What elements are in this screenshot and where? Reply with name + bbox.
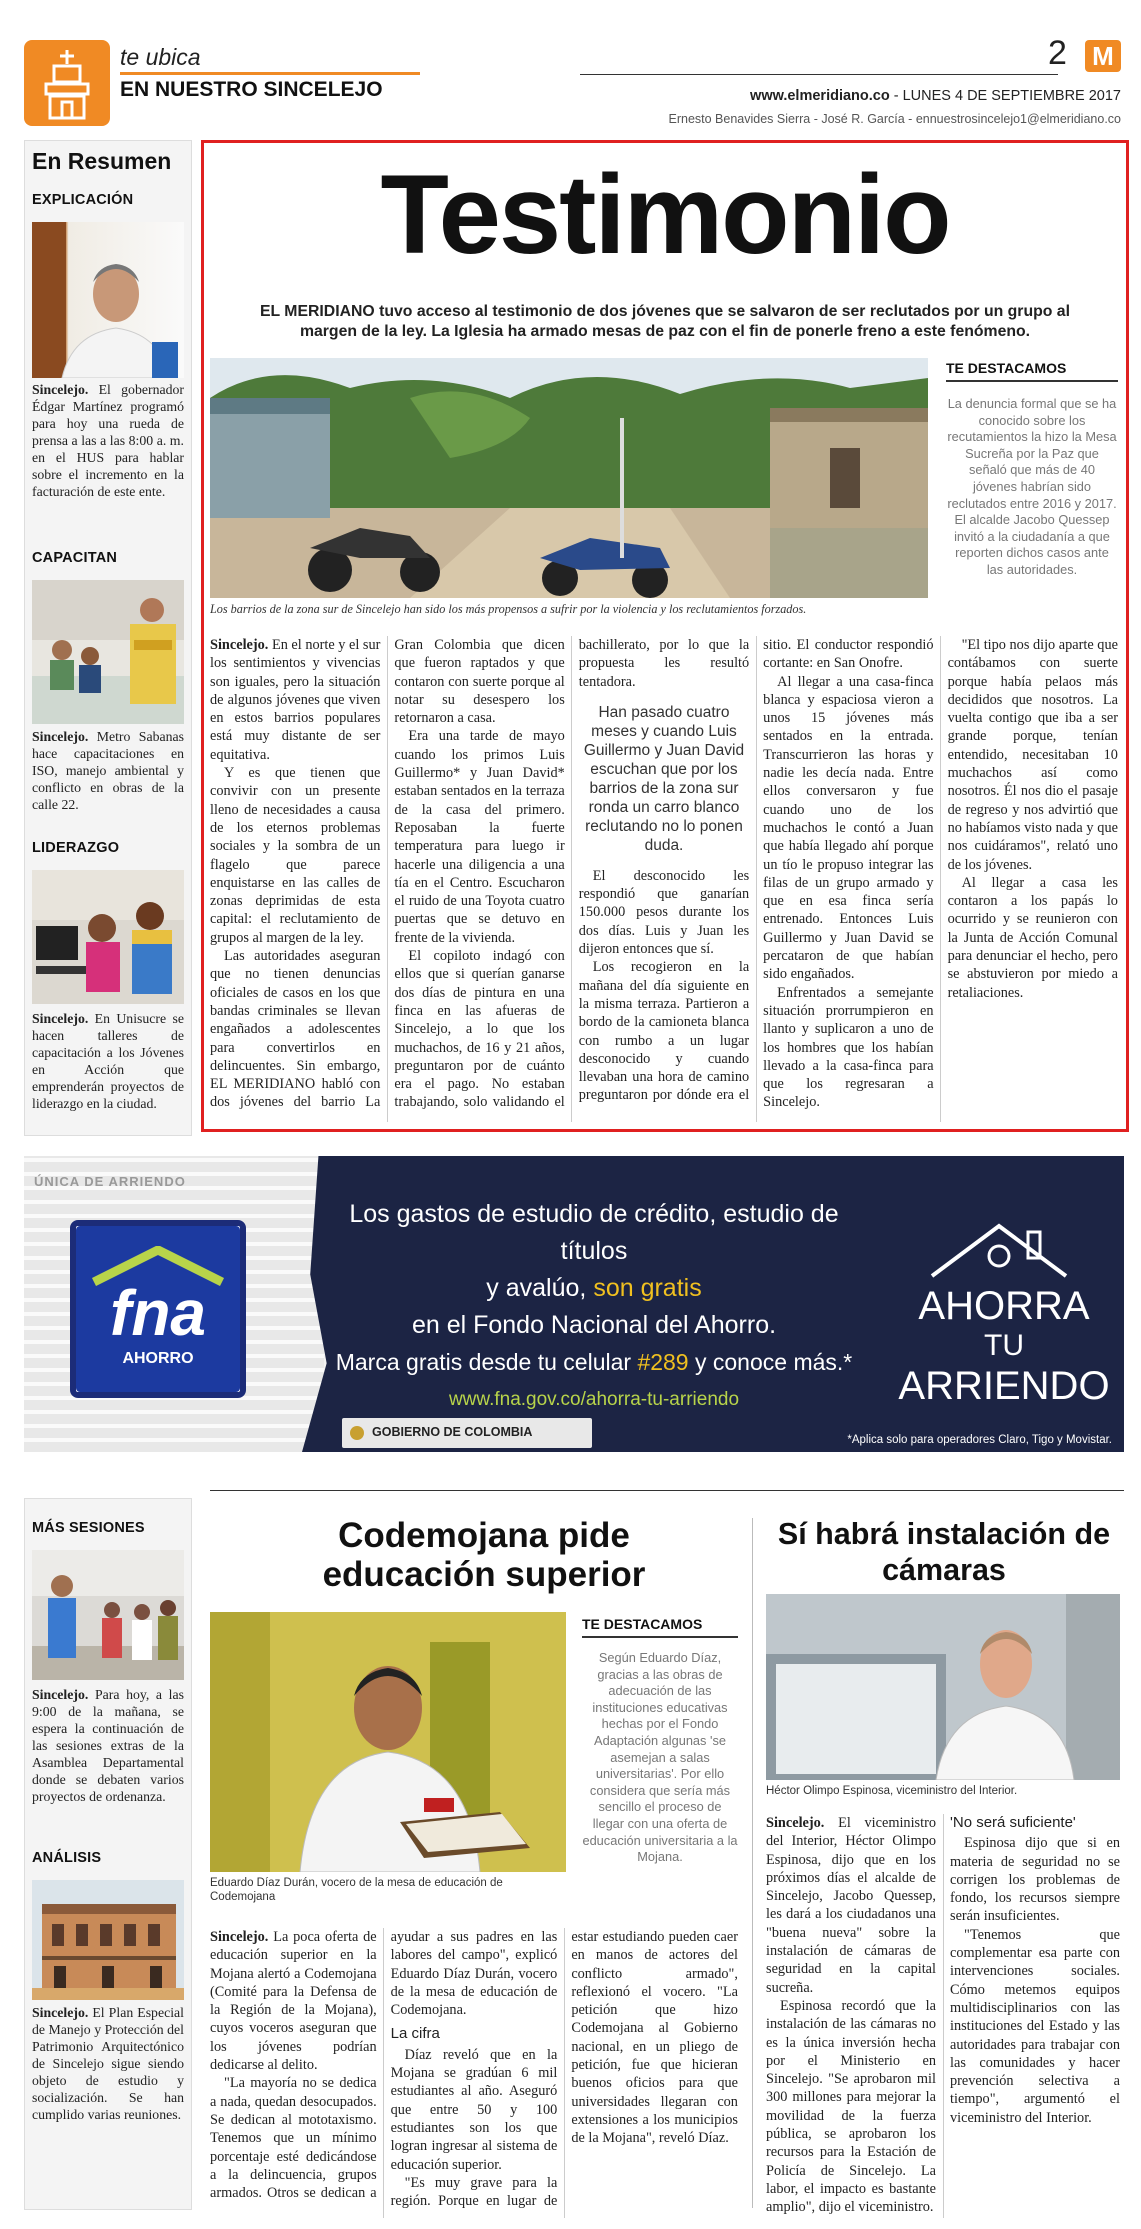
sidebar-label: ANÁLISIS xyxy=(32,1850,102,1866)
main-story-body: Sincelejo. En el norte y el sur los sentimientos y vivencias son iguales, pero la situación de algunos jóvenes que viven en estos barrios populares está muy distante de ser equitativa. Y es que tienen que convivir con un presente lleno de necesidades a causa de los eternos problemas sociales y la sombra de un flagelo que parece enquistarse en las calles de zonas deprimidas de esta capital: el reclutamiento de grupos al margen de la ley. Las autoridades aseguran que no tienen denuncias oficiales de casos en los que bandas criminales se llevan engañados a adolescentes para convertirlos en delincuentes. Sin embargo, EL MERIDIANO habló con dos jóvenes del barrio La Gran Colombia que dicen que fueron raptados y que contaron con suerte porque al notar su desespero los retornaron a casa. Era una tarde de mayo cuando los primos Luis Guillermo* y Juan David* estaban sentados en la terraza de la casa del primero. Reposaban la fuerte temperatura para luego ir hacerle una diligencia a una tía en el Centro. Escucharon el ruido de una Toyota cuatro puertas que se detuvo en frente de la vivienda. El copiloto indagó con ellos que si querían ganarse dos días de pintura en una finca en las afueras de Sincelejo, a lo que los muchachos, de 16 y 21 años, preguntaron por de cuánto era el pago. No estaban trabajando, solo validando el bachillerato, por lo que la propuesta les resultó tentadora. Han pasado cuatro meses y cuando Luis Guillermo y Juan David escuchan que por los barrios de la zona sur ronda un carro blanco reclutando no lo ponen duda. El desconocido les respondió que ganarían 150.000 pesos durante los dos días. Luis y Juan les dijeron entonces que sí. Los recogieron en la mañana del día siguiente en la misma terraza. Partieron a bordo de la camioneta blanca con rumbo a un lugar desconocido y cuando llevaban una hora de camino preguntaron por dónde era el sitio. El conductor respondió cortante: en San Onofre. Al llegar a una casa-finca blanca y espaciosa vieron a unos 15 jóvenes más sentados en la entrada. Transcurrieron las horas y nadie les decía nada. Entre ellos conversaron y fue cuando uno de los muchachos le contó a Juan que había llegado ahí porque un tío le propuso integrar las filas de un grupo armado y que en esa finca sería entrenado. Entonces Luis Guillermo y Juan David se percataron de que habían sido engañados. Enfrentados a semejante situación prorrumpieron en llanto y suplicaron a uno de los hombres que los habían llevado a la casa-finca para que los regresaran a Sincelejo. "El tipo nos dijo aparte que contábamos con suerte porque había pelaos más decididos que nosotros. La vuelta contigo que iba a ser grande porque, tenían entendido, necesitaban 10 muchachos así como nosotros. Él nos dio el pasaje de regreso y nos advirtió que no habíamos visto nada y que nos cuidáramos", relató uno de los jóvenes. Al llegar a casa les contaron a los papás lo ocurrido y se reunieron con la Junta de Acción Comunal para denunciar el hecho, pero se abstuvieron por miedo a retaliaciones. xyxy=(210,637,1118,1111)
column-divider xyxy=(752,1518,753,2208)
story3-subhead: 'No será suficiente' xyxy=(950,1814,1076,1831)
sidebar-text: Sincelejo. Metro Sabanas hace capacitaciones en ISO, manejo ambiental y conflicto en obras de la calle 22. xyxy=(32,729,184,812)
sidebar-label: LIDERAZGO xyxy=(32,840,120,856)
section-title: EN NUESTRO SINCELEJO xyxy=(120,78,383,101)
newspaper-logo: M xyxy=(1085,40,1121,72)
header-authors: Ernesto Benavides Sierra - José R. García - ennuestrosincelejo1@elmeridiano.co xyxy=(668,112,1121,126)
site-url[interactable]: www.elmeridiano.co xyxy=(750,88,890,104)
sidebar-photo-youth xyxy=(32,870,184,1004)
story2-photo-speaker xyxy=(210,1612,566,1872)
story2-subhead: La cifra xyxy=(390,2025,440,2043)
gov-label: GOBIERNO DE COLOMBIA xyxy=(372,1425,533,1439)
story2-caption: Eduardo Díaz Durán, vocero de la mesa de educación de Codemojana xyxy=(210,1877,503,1903)
sidebar-photo-assembly xyxy=(32,1550,184,1680)
brand-fna: fna xyxy=(110,1277,206,1349)
section-logo xyxy=(24,40,110,126)
destacamos-title: TE DESTACAMOS xyxy=(582,1616,738,1638)
church-icon xyxy=(24,40,110,126)
sidebar-label: EXPLICACIÓN xyxy=(32,192,134,208)
sidebar-photo-governor xyxy=(32,222,184,378)
story2-body: Sincelejo. La poca oferta de educación superior en la Mojana alertó a Codemojana (Comité para la Defensa de la Región de la Mojana), cuyos voceros aseguran que los jóvenes podrían dedicarse al delito. "La mayoría no se dedica a nada, quedan desocupados. Se dedican al mototaxismo. Tenemos que un mínimo porcentaje esté dedicándose a la delincuencia, grupos armados. Otros se dedican a ayudar a sus padres en las labores del campo", explicó Eduardo Díaz Durán, vocero de la mesa de educación de Codemojana. La cifra Díaz reveló que en la Mojana se gradúan 6 mil estudiantes al año. Aseguró que entre 50 y 100 estudiantes son los que logran ingresar al sistema de educación superior. "Es muy grave para la región. Porque en lugar de estar estudiando pueden caer en manos de actores del conflicto armado", reflexionó el vocero. "La petición que hizo Codemojana al Gobierno nacional, en un pliego de petición, fue que hicieran buenos oficios para que universidades llegaran con extensiones a los municipios de la Mojana", reveló Díaz. xyxy=(210,1929,738,2210)
sidebar-photo-training xyxy=(32,580,184,724)
destacamos-text: La denuncia formal que se ha conocido sobre los recutamientos la hizo la Mesa Sucreña por la Paz que señaló que más de 40 jóvenes habrían sido reclutados entre 2016 y 2017. El alcalde Jacobo Quessep invitó a la ciudadanía a que reporten dichos casos ante las autoridades. xyxy=(947,396,1117,577)
story3-caption: Héctor Olimpo Espinosa, viceministro del Interior. xyxy=(766,1785,1018,1797)
main-headline: Testimonio xyxy=(380,152,950,277)
destacamos-text: Según Eduardo Díaz, gracias a las obras de adecuación de las instituciones educativas hechas por el Fondo Adaptación algunas 'se asemejan a salas universitarias'. Por ello considera que sería más sencillo el proceso de llegar con una oferta de educación universitaria a la Mojana. xyxy=(582,1650,738,1865)
header-dateline xyxy=(750,88,1121,104)
sidebar-text: Sincelejo. El gobernador Édgar Martínez programó para hoy una rueda de prensa a las a las 8:00 a. m. en el HUS para hablar sobre el incremento en la facturación de este ente. xyxy=(32,382,184,499)
page-number: 2 xyxy=(1048,34,1067,72)
sidebar-title: En Resumen xyxy=(32,148,172,174)
sidebar-label: CAPACITAN xyxy=(32,550,118,566)
story2-headline: Codemojana pide educación superior xyxy=(322,1516,646,1594)
destacamos-title: TE DESTACAMOS xyxy=(946,360,1118,382)
ad-copy: Los gastos de estudio de crédito, estudio de títulos y avalúo, son gratis en el Fondo Nacional del Ahorro. Marca gratis desde tu celular #289 y conoce más.* www.fna.gov.co/ahorra-tu-arriendo xyxy=(324,1196,864,1418)
main-photo-caption: Los barrios de la zona sur de Sincelejo han sido los más propensos a sufrir por la violencia y los reclutamientos forzados. xyxy=(210,602,807,616)
story3-photo-viceminister xyxy=(766,1594,1120,1780)
ad-fna-logo xyxy=(70,1220,246,1398)
ad-house-outline xyxy=(924,1218,1074,1283)
sidebar-text: Sincelejo. Para hoy, a las 9:00 de la mañana, se espera la continuación de las sesiones extras de la Asamblea Departamental donde se debaten varios proyectos de ordenanza. xyxy=(32,1687,184,1804)
ad-campaign: AHORRA TU ARRIENDO xyxy=(898,1284,1110,1408)
bottom-rule xyxy=(210,1490,1124,1491)
sidebar-text: Sincelejo. El Plan Especial de Manejo y Protección del Patrimonio Arquitectónico de Sincelejo sigue siendo objeto de estudio y socialización. Se han cumplido varias reuniones. xyxy=(32,2005,184,2122)
ad-gov-strip xyxy=(342,1418,592,1448)
ad-bg-text: ÚNICA DE ARRIENDO xyxy=(34,1174,186,1189)
brand-ahorro: AHORRO xyxy=(122,1350,194,1367)
sidebar-text: Sincelejo. En Unisucre se hacen talleres de capacitación a los Jóvenes en Acción que emprenderán proyectos de liderazgo en la ciudad. xyxy=(32,1011,184,1111)
sidebar-label: MÁS SESIONES xyxy=(32,1520,145,1536)
story3-headline: Sí habrá instalación de cámaras xyxy=(777,1517,1111,1587)
section-kicker: te ubica xyxy=(120,44,201,70)
date: - LUNES 4 DE SEPTIEMBRE 2017 xyxy=(889,88,1121,104)
sidebar-photo-heritage xyxy=(32,1880,184,2000)
story3-body: Sincelejo. El viceministro del Interior, Héctor Olimpo Espinosa, dijo que en los próximos días el alcalde de Sincelejo, Jacobo Quessep, les dará a los ciudadanos una "buena nueva" sobre la instalación de cámaras de seguridad en la capital sucreña. Espinosa recordó que la instalación de las cámaras no es la única inversión hecha por el Ministerio en Sincelejo. "Se aprobaron mil 300 millones para mejorar la movilidad de la fuerza pública, se aprobaron los recursos para la Estación de Policía de Sincelejo. La labor, el impacto es bastante amplio", dijo el viceministro. 'No será suficiente' Espinosa dijo que si en materia de seguridad no se corrigen los problemas de fondo, los recursos siempre serán insuficientes. "Tenemos que complementar esa parte con intervenciones sociales. Cómo metemos equipos multidisciplinarios con las instituciones del Estado y las autoridades para trabajar con las comunidades y hacer prevención selectiva a tiempo", argumentó el viceministro del Interior. xyxy=(766,1814,1120,2216)
fna-ad[interactable] xyxy=(24,1156,1124,1452)
section-rule xyxy=(120,72,420,75)
header-rule xyxy=(580,74,1058,75)
ad-footnote: *Aplica solo para operadores Claro, Tigo y Movistar. xyxy=(847,1434,1112,1446)
gov-seal-icon xyxy=(350,1426,364,1440)
pull-quote: Han pasado cuatro meses y cuando Luis Guillermo y Juan David escuchan que por los barrios de la zona sur ronda un carro blanco reclutando no lo ponen duda. xyxy=(583,703,745,854)
ad-url[interactable]: www.fna.gov.co/ahorra-tu-arriendo xyxy=(448,1389,740,1410)
main-photo-street xyxy=(210,358,928,598)
house-icon xyxy=(924,1218,1074,1278)
main-deck: EL MERIDIANO tuvo acceso al testimonio de dos jóvenes que se salvaron de ser reclutados por un grupo al margen de la ley. La Iglesia ha armado mesas de paz con el fin de ponerle freno a este fenómeno. xyxy=(260,303,1070,340)
